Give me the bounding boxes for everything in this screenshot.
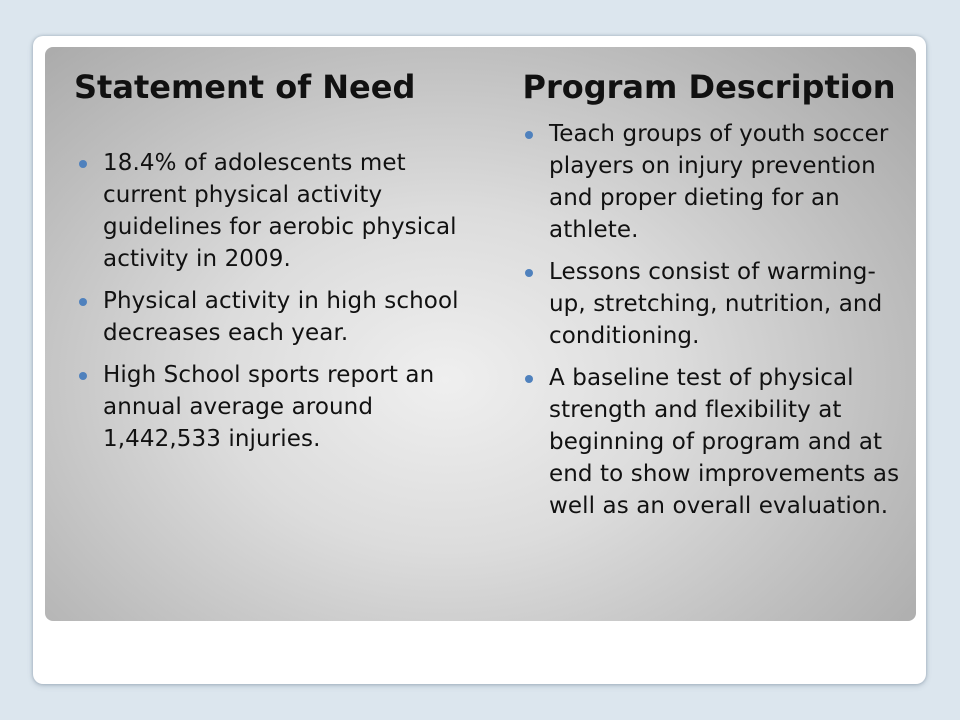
bullet-dot-icon <box>525 269 533 277</box>
list-item <box>74 359 474 455</box>
program-description-column <box>520 68 910 532</box>
list-item <box>520 362 910 522</box>
list-item <box>520 256 910 352</box>
statement-of-need-column <box>74 68 474 465</box>
list-item <box>74 147 474 275</box>
bullet-dot-icon <box>79 160 87 168</box>
list-item-text: Physical activity in high school decreases each year. <box>103 288 459 346</box>
list-item-text: Teach groups of youth soccer players on injury prevention and proper dieting for an athlete. <box>549 121 889 243</box>
bullet-dot-icon <box>525 375 533 383</box>
list-item-text: High School sports report an annual average around 1,442,533 injuries. <box>103 362 435 452</box>
program-description-list <box>520 118 910 522</box>
list-item <box>520 118 910 246</box>
list-item <box>74 285 474 349</box>
bullet-dot-icon <box>79 298 87 306</box>
bullet-dot-icon <box>525 131 533 139</box>
list-item-text: 18.4% of adolescents met current physical activity guidelines for aerobic physical activity in 2009. <box>103 150 457 272</box>
list-item-text: Lessons consist of warming-up, stretching, nutrition, and conditioning. <box>549 259 883 349</box>
bullet-dot-icon <box>79 372 87 380</box>
statement-of-need-list <box>74 147 474 455</box>
program-description-heading: Program Description <box>522 68 896 106</box>
list-item-text: A baseline test of physical strength and flexibility at beginning of program and at end to show improvements as well as an overall evaluation. <box>549 365 900 519</box>
statement-of-need-heading: Statement of Need <box>74 68 416 106</box>
